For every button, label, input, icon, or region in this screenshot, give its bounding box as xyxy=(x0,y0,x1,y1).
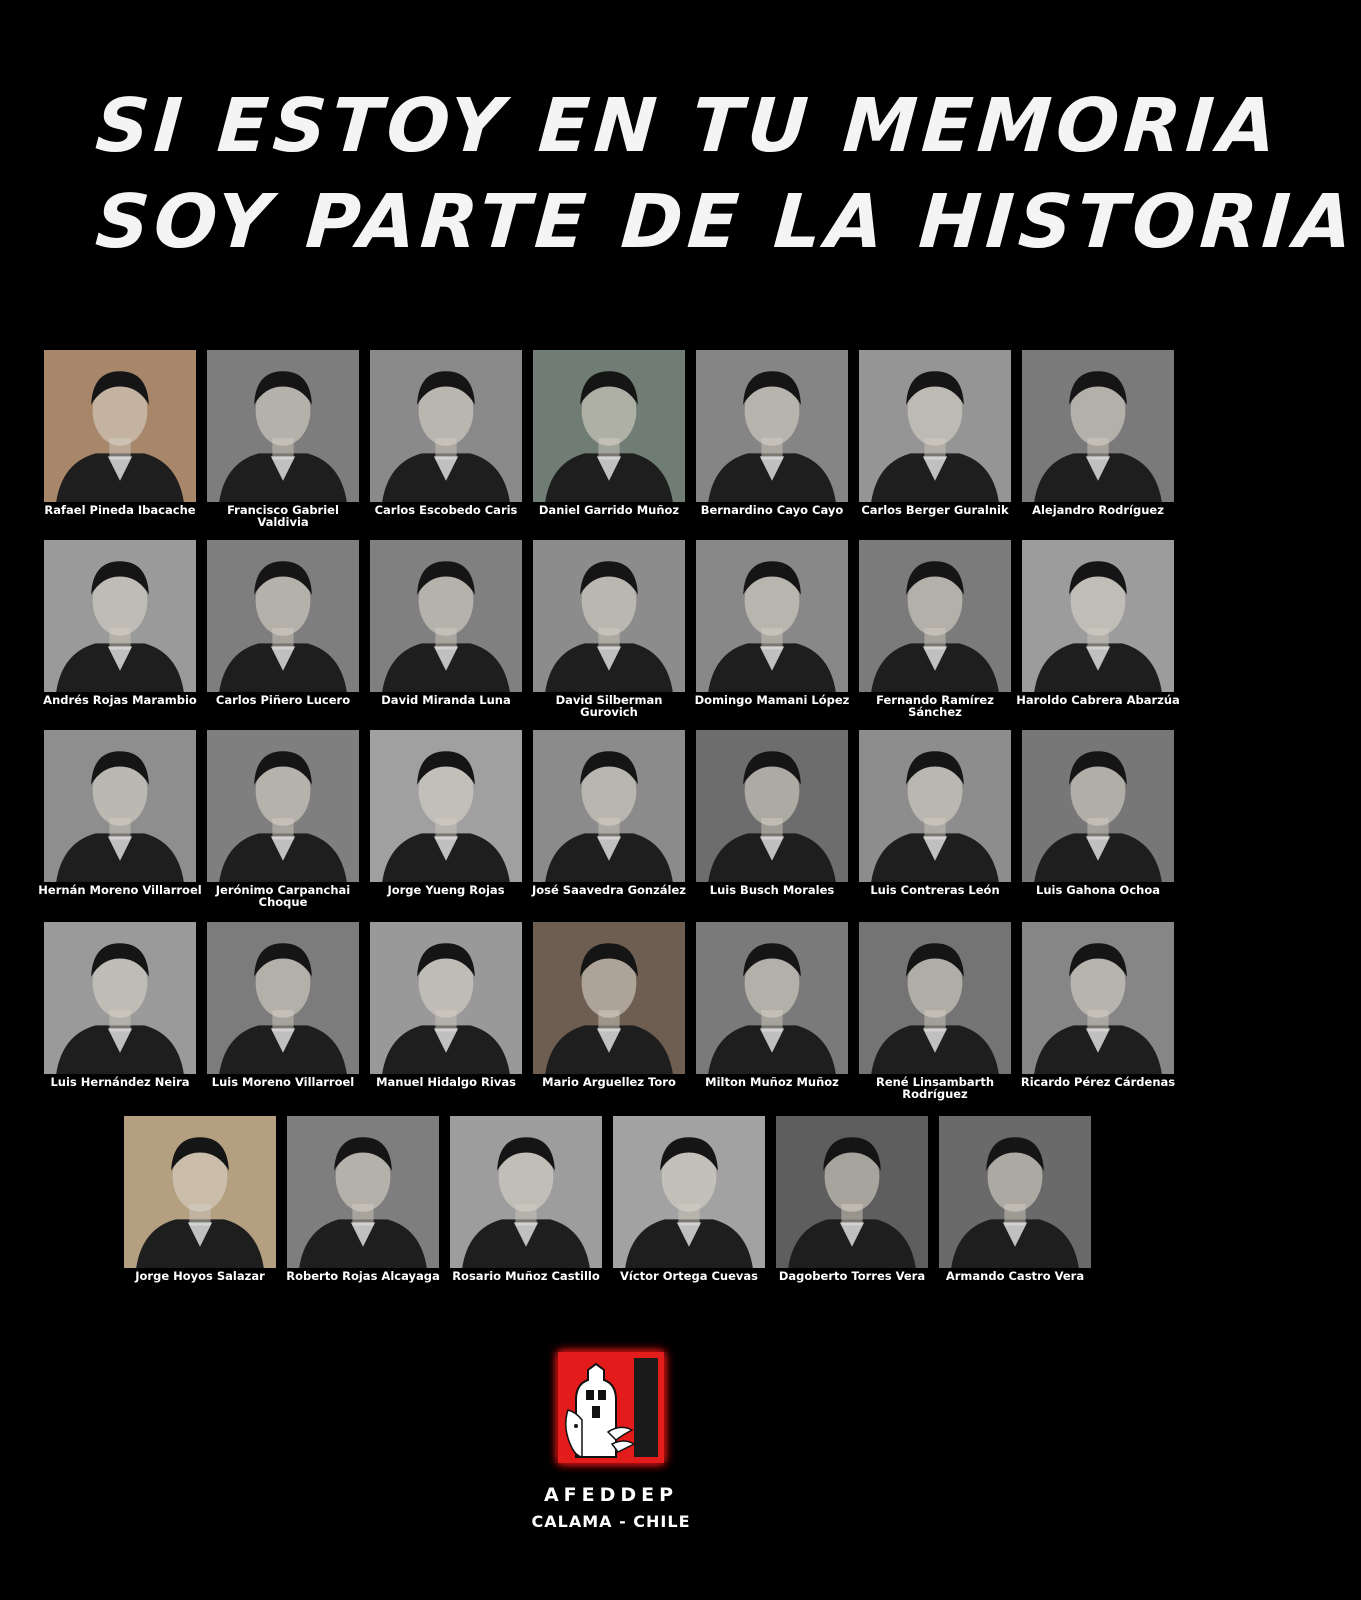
person-silhouette-icon xyxy=(370,540,522,692)
portrait-photo xyxy=(44,922,196,1074)
portrait-card xyxy=(207,540,359,706)
person-silhouette-icon xyxy=(44,540,196,692)
portrait-photo xyxy=(207,350,359,502)
person-silhouette-icon xyxy=(696,540,848,692)
portrait-photo xyxy=(207,730,359,882)
portrait-card xyxy=(44,350,196,516)
portrait-name: Carlos Berger Guralnik xyxy=(861,503,1009,517)
portrait-photo xyxy=(370,350,522,502)
portrait-name: David Silberman Gurovich xyxy=(555,693,663,719)
portrait-card xyxy=(287,1116,439,1282)
portrait-name: David Miranda Luna xyxy=(381,693,511,707)
portrait-name: Domingo Mamani López xyxy=(694,693,850,707)
portrait-photo xyxy=(859,350,1011,502)
portrait-card xyxy=(207,730,359,908)
person-silhouette-icon xyxy=(613,1116,765,1268)
portrait-name: Jorge Hoyos Salazar xyxy=(135,1269,265,1283)
portrait-name: Andrés Rojas Marambio xyxy=(43,693,197,707)
portrait-card xyxy=(696,730,848,896)
portrait-card xyxy=(207,350,359,528)
portrait-name: Haroldo Cabrera Abarzúa xyxy=(1016,693,1180,707)
portrait-name: Rafael Pineda Ibacache xyxy=(44,503,196,517)
portrait-card xyxy=(696,350,848,516)
person-silhouette-icon xyxy=(370,730,522,882)
portrait-name: Luis Gahona Ochoa xyxy=(1036,883,1160,897)
portrait-photo xyxy=(207,540,359,692)
org-place: CALAMA - CHILE xyxy=(531,1512,691,1531)
portrait-photo xyxy=(370,540,522,692)
person-silhouette-icon xyxy=(533,730,685,882)
person-silhouette-icon xyxy=(533,540,685,692)
person-silhouette-icon xyxy=(696,730,848,882)
portrait-photo xyxy=(859,922,1011,1074)
portrait-card xyxy=(44,540,196,706)
portrait-card xyxy=(1022,350,1174,516)
portrait-card xyxy=(776,1116,928,1282)
portrait-card xyxy=(124,1116,276,1282)
portrait-card xyxy=(370,730,522,896)
portrait-card xyxy=(613,1116,765,1282)
person-silhouette-icon xyxy=(207,922,359,1074)
portrait-card xyxy=(207,922,359,1088)
portrait-photo xyxy=(696,922,848,1074)
person-silhouette-icon xyxy=(370,922,522,1074)
person-silhouette-icon xyxy=(207,730,359,882)
person-silhouette-icon xyxy=(776,1116,928,1268)
org-name: AFEDDEP xyxy=(543,1484,679,1506)
portrait-name: Luis Contreras León xyxy=(870,883,1000,897)
portrait-card xyxy=(450,1116,602,1282)
portrait-photo xyxy=(696,350,848,502)
portrait-name: Dagoberto Torres Vera xyxy=(778,1269,926,1283)
portrait-photo xyxy=(287,1116,439,1268)
portrait-name: Alejandro Rodríguez xyxy=(1032,503,1164,517)
portrait-card xyxy=(370,922,522,1088)
afeddep-logo-icon xyxy=(546,1340,676,1475)
portrait-photo xyxy=(124,1116,276,1268)
portrait-name: Jorge Yueng Rojas xyxy=(387,883,505,897)
portrait-name: Ricardo Pérez Cárdenas xyxy=(1020,1075,1176,1089)
portrait-name: Mario Arguellez Toro xyxy=(542,1075,676,1089)
person-silhouette-icon xyxy=(207,350,359,502)
portrait-photo xyxy=(370,730,522,882)
portrait-card xyxy=(44,922,196,1088)
portrait-card xyxy=(533,350,685,516)
portrait-name: Jerónimo Carpanchai Choque xyxy=(215,883,351,909)
person-silhouette-icon xyxy=(370,350,522,502)
portrait-name: Milton Muñoz Muñoz xyxy=(705,1075,839,1089)
headline-line-1: SI ESTOY EN TU MEMORIA xyxy=(92,83,1284,169)
person-silhouette-icon xyxy=(939,1116,1091,1268)
portrait-name: Luis Busch Morales xyxy=(709,883,835,897)
person-silhouette-icon xyxy=(859,730,1011,882)
portrait-name: Manuel Hidalgo Rivas xyxy=(376,1075,516,1089)
portrait-name: Víctor Ortega Cuevas xyxy=(620,1269,758,1283)
person-silhouette-icon xyxy=(859,922,1011,1074)
portrait-photo xyxy=(1022,350,1174,502)
portrait-card xyxy=(1022,730,1174,896)
portrait-photo xyxy=(859,540,1011,692)
portrait-name: Bernardino Cayo Cayo xyxy=(700,503,844,517)
person-silhouette-icon xyxy=(533,922,685,1074)
portrait-photo xyxy=(1022,730,1174,882)
portrait-photo xyxy=(207,922,359,1074)
portrait-photo xyxy=(1022,922,1174,1074)
afeddep-logo xyxy=(546,1340,676,1475)
portrait-card xyxy=(859,350,1011,516)
portrait-name: Roberto Rojas Alcayaga xyxy=(286,1269,440,1283)
portrait-name: René Linsambarth Rodríguez xyxy=(875,1075,995,1101)
person-silhouette-icon xyxy=(44,350,196,502)
portrait-card xyxy=(1022,922,1174,1088)
portrait-photo xyxy=(450,1116,602,1268)
person-silhouette-icon xyxy=(1022,922,1174,1074)
person-silhouette-icon xyxy=(859,350,1011,502)
portrait-card xyxy=(370,540,522,706)
portrait-photo xyxy=(696,730,848,882)
person-silhouette-icon xyxy=(533,350,685,502)
portrait-name: Rosario Muñoz Castillo xyxy=(452,1269,600,1283)
portrait-name: Daniel Garrido Muñoz xyxy=(538,503,680,517)
portrait-photo xyxy=(533,540,685,692)
portrait-name: Armando Castro Vera xyxy=(945,1269,1085,1283)
portrait-photo xyxy=(44,350,196,502)
portrait-photo xyxy=(44,540,196,692)
person-silhouette-icon xyxy=(124,1116,276,1268)
person-silhouette-icon xyxy=(287,1116,439,1268)
person-silhouette-icon xyxy=(44,922,196,1074)
person-silhouette-icon xyxy=(44,730,196,882)
headline-line-2: SOY PARTE DE LA HISTORIA xyxy=(92,179,1361,265)
portrait-photo xyxy=(533,350,685,502)
portrait-card xyxy=(533,540,685,718)
portrait-name: Luis Moreno Villarroel xyxy=(211,1075,355,1089)
portrait-photo xyxy=(613,1116,765,1268)
portrait-photo xyxy=(859,730,1011,882)
person-silhouette-icon xyxy=(859,540,1011,692)
person-silhouette-icon xyxy=(696,350,848,502)
portrait-card xyxy=(1016,540,1180,707)
portrait-card xyxy=(939,1116,1091,1282)
portrait-name: José Saavedra González xyxy=(531,883,686,897)
portrait-card xyxy=(696,540,848,706)
person-silhouette-icon xyxy=(1022,350,1174,502)
portrait-card xyxy=(859,540,1011,718)
portrait-photo xyxy=(776,1116,928,1268)
portrait-name: Hernán Moreno Villarroel xyxy=(38,883,202,897)
portrait-card xyxy=(696,922,848,1088)
portrait-photo xyxy=(939,1116,1091,1268)
person-silhouette-icon xyxy=(450,1116,602,1268)
portrait-photo xyxy=(533,922,685,1074)
portrait-name: Luis Hernández Neira xyxy=(50,1075,190,1089)
portrait-photo xyxy=(696,540,848,692)
portrait-photo xyxy=(533,730,685,882)
portrait-name: Carlos Piñero Lucero xyxy=(215,693,351,707)
portrait-photo xyxy=(370,922,522,1074)
person-silhouette-icon xyxy=(1022,730,1174,882)
portrait-card xyxy=(859,730,1011,896)
portrait-photo xyxy=(1022,540,1174,692)
portrait-name: Carlos Escobedo Caris xyxy=(374,503,518,517)
portrait-card xyxy=(38,730,202,897)
portrait-photo xyxy=(44,730,196,882)
portrait-name: Francisco Gabriel Valdivia xyxy=(227,503,339,529)
person-silhouette-icon xyxy=(696,922,848,1074)
portrait-card xyxy=(859,922,1011,1100)
person-silhouette-icon xyxy=(207,540,359,692)
portrait-card xyxy=(370,350,522,516)
portrait-card xyxy=(533,922,685,1088)
person-silhouette-icon xyxy=(1022,540,1174,692)
portrait-name: Fernando Ramírez Sánchez xyxy=(876,693,994,719)
portrait-card xyxy=(533,730,685,896)
